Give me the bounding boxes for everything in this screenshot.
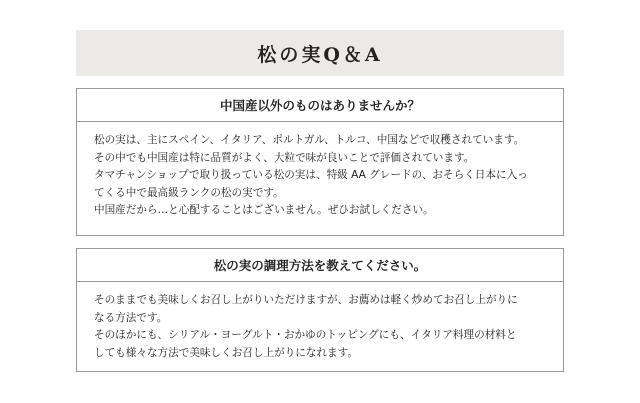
answer-line: なる方法です。 [94,311,168,324]
qa-item [76,88,564,236]
answer-line: てくる中で最高級ランクの松の実です。 [94,186,284,199]
qa-item [76,248,564,372]
qa-answer [77,122,563,220]
page-title-banner [76,30,564,76]
answer-line: 中国産だから…と心配することはございません。ぜひお試しください。 [94,204,434,216]
answer-line: タマチャンショップで取り扱っている松の実は、特級 AA グレードの、おそらく日本に入っ [94,169,528,181]
answer-line: しても様々な方法で美味しくお召し上がりになれます。 [94,346,358,359]
qa-question: 中国産以外のものはありませんか？ [77,89,563,122]
answer-line: そのほかにも、シリアル・ヨーグルト・おかゆのトッピングにも、イタリア料理の材料と [94,329,517,341]
qa-answer [77,282,563,362]
page-title: 松の実Q＆A [257,43,383,66]
answer-line: その中でも中国産は特に品質がよく、大粒で味が良いことで評価されています。 [94,151,475,164]
qa-question: 松の実の調理方法を教えてください。 [77,249,563,282]
answer-line: そのままでも美味しくお召し上がりいただけますが、お薦めは軽く炒めてお召し上がりに [94,294,518,306]
answer-line: 松の実は、主にスペイン、イタリア、ポルトガル、トルコ、中国などで収穫されています。 [94,134,525,146]
